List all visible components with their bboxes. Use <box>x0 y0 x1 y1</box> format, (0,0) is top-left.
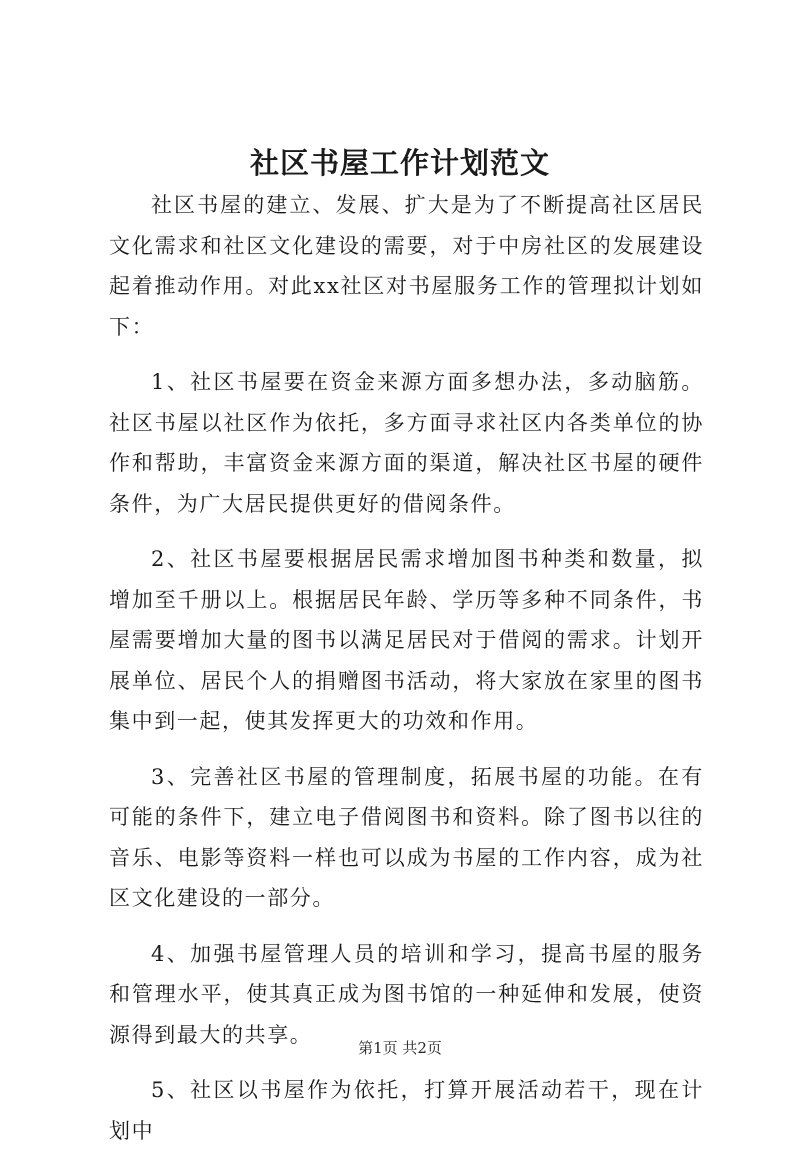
paragraph-item-5: 5、社区以书屋作为依托，打算开展活动若干，现在计划中 <box>109 1078 704 1143</box>
paragraph-item-3: 3、完善社区书屋的管理制度，拓展书屋的功能。在有可能的条件下，建立电子借阅图书和资料。除了图书以往的音乐、电影等资料一样也可以成为书屋的工作内容，成为社区文化建设的一部分。 <box>109 764 704 910</box>
page-footer: 第1页 共2页 <box>358 1039 442 1057</box>
paragraph-intro: 社区书屋的建立、发展、扩大是为了不断提高社区居民文化需求和社区文化建设的需要，对于中房社区的发展建设起着推动作用。对此xx社区对书屋服务工作的管理拟计划如下： <box>109 193 704 339</box>
paragraph-item-2: 2、社区书屋要根据居民需求增加图书种类和数量，拟增加至千册以上。根据居民年龄、学历等多种不同条件，书屋需要增加大量的图书以满足居民对于借阅的需求。计划开展单位、居民个人的捐赠图书活动，将大家放在家里的图书集中到一起，使其发挥更大的功效和作用。 <box>109 547 704 733</box>
paragraph-item-1: 1、社区书屋要在资金来源方面多想办法，多动脑筋。社区书屋以社区作为依托，多方面寻求社区内各类单位的协作和帮助，丰富资金来源方面的渠道，解决社区书屋的硬件条件，为广大居民提供更好的借阅条件。 <box>109 370 704 516</box>
document-title: 社区书屋工作计划范文 <box>249 146 550 180</box>
paragraph-item-4: 4、加强书屋管理人员的培训和学习，提高书屋的服务和管理水平，使其真正成为图书馆的一种延伸和发展，使资源得到最大的共享。 <box>109 941 704 1047</box>
document-body <box>109 185 704 1166</box>
